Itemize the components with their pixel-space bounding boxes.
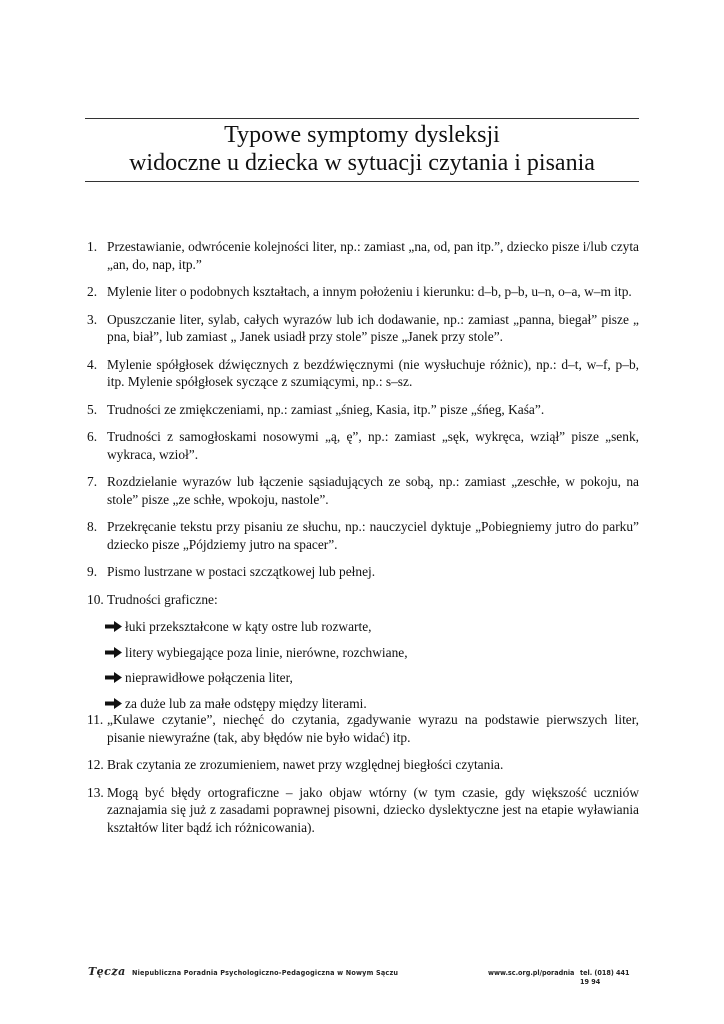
item-number: 13. bbox=[87, 784, 104, 800]
website-text: www.sc.org.pl/poradnia bbox=[488, 968, 575, 977]
arrow-bullet-icon bbox=[105, 647, 122, 658]
item-text: Opuszczanie liter, sylab, całych wyrazów lub ich dodawanie, np.: zamiast „panna, biegał” pisze „ pna, biał”, lub zamiast „ Janek usiadł przy stole” pisze „Janek przy stole”. bbox=[107, 311, 639, 344]
item-text: Trudności ze zmiękczeniami, np.: zamiast „śnieg, Kasia, itp.” pisze „śńeg, Kaśa”. bbox=[107, 401, 545, 417]
item-number: 5. bbox=[87, 401, 98, 417]
list-item bbox=[87, 238, 639, 273]
list-item bbox=[87, 428, 639, 463]
item-text: Brak czytania ze zrozumieniem, nawet przy względnej biegłości czytania. bbox=[107, 757, 504, 772]
phone-text: tel. (018) 441 19 94 bbox=[580, 968, 630, 986]
list-item bbox=[87, 473, 639, 508]
sublist-item-text: za duże lub za małe odstępy między literami. bbox=[125, 695, 367, 711]
list-item bbox=[87, 591, 639, 609]
list-item bbox=[87, 518, 639, 553]
item-number: 6. bbox=[87, 429, 98, 444]
arrow-bullet-icon bbox=[105, 621, 122, 632]
sublist-item-text: litery wybiegające poza linie, nierówne, rozchwiane, bbox=[125, 644, 408, 660]
list-item bbox=[87, 784, 639, 837]
sublist-item bbox=[87, 618, 639, 636]
sublist-item bbox=[87, 695, 639, 713]
sublist-item bbox=[87, 644, 639, 662]
institution-name: Niepubliczna Poradnia Psychologiczno-Pedagogiczna w Nowym Sączu bbox=[132, 968, 399, 977]
symptom-list-continued bbox=[87, 711, 639, 846]
list-item bbox=[87, 311, 639, 346]
list-item bbox=[87, 563, 639, 581]
item-text: Mylenie liter o podobnych kształtach, a innym położeniu i kierunku: d–b, p–b, u–n, o–a, w–m itp. bbox=[107, 284, 632, 299]
list-item bbox=[87, 283, 639, 301]
item-number: 8. bbox=[87, 519, 98, 534]
item-number: 10. bbox=[87, 591, 104, 607]
symptom-list bbox=[87, 238, 639, 720]
item-text: Trudności graficzne: bbox=[107, 591, 218, 607]
title-line-1: Typowe symptomy dysleksji bbox=[224, 122, 500, 148]
arrow-bullet-icon bbox=[105, 698, 122, 709]
sublist-item bbox=[87, 669, 639, 687]
item-number: 11. bbox=[87, 712, 104, 727]
item-number: 1. bbox=[87, 239, 98, 254]
item-number: 7. bbox=[87, 474, 98, 489]
list-item bbox=[87, 756, 639, 774]
list-item bbox=[87, 356, 639, 391]
sublist-item-text: łuki przekształcone w kąty ostre lub rozwarte, bbox=[125, 619, 372, 634]
item-number: 4. bbox=[87, 356, 98, 372]
list-item bbox=[87, 401, 639, 419]
title-line-2: widoczne u dziecka w sytuacji czytania i pisania bbox=[129, 150, 595, 176]
logo: Tęcza bbox=[88, 965, 126, 978]
item-text: Pismo lustrzane w postaci szczątkowej lub pełnej. bbox=[107, 564, 376, 579]
sublist-item-text: nieprawidłowe połączenia liter, bbox=[125, 670, 293, 685]
title-block bbox=[85, 118, 639, 182]
item-text: Przekręcanie tekstu przy pisaniu ze słuchu, np.: nauczyciel dyktuje „Pobiegniemy jutro do parku” dziecko pisze „Pójdziemy jutro na spacer”. bbox=[107, 519, 639, 552]
item-number: 2. bbox=[87, 284, 98, 299]
item-text: Przestawianie, odwrócenie kolejności liter, np.: zamiast „na, od, pan itp.”, dziecko pisze i/lub czyta „an, do, nap, itp.” bbox=[107, 239, 639, 272]
page-footer bbox=[88, 965, 640, 986]
item-number: 12. bbox=[87, 757, 104, 772]
item-text: Mogą być błędy ortograficzne – jako objaw wtórny (w tym czasie, gdy większość uczniów zaznajamia się już z zasadami poprawnej pisowni, dziecko dyslektyczne jest na etapie wyławiania kształtów liter bądź ich różnicowania). bbox=[107, 784, 639, 835]
item-number: 9. bbox=[87, 564, 98, 579]
item-text: Mylenie spółgłosek dźwięcznych z bezdźwięcznymi (nie wysłuchuje różnic), np.: d–t, w–f, p–b, itp. Mylenie spółgłosek syczące z szumiącymi, np.: s–sz. bbox=[107, 356, 639, 389]
arrow-bullet-icon bbox=[105, 672, 122, 683]
item-text: Trudności z samogłoskami nosowymi „ą, ę”, np.: zamiast „sęk, wykręca, wziął” pisze „senk, wykraca, wzioł”. bbox=[107, 429, 639, 462]
graphic-difficulties-sublist bbox=[87, 618, 639, 712]
item-text: „Kulawe czytanie”, niechęć do czytania, zgadywanie wyrazu na podstawie pierwszych liter, pisanie niewyraźne (tak, aby błędów nie było widać) itp. bbox=[107, 712, 639, 745]
item-number: 3. bbox=[87, 311, 98, 327]
list-item bbox=[87, 711, 639, 746]
item-text: Rozdzielanie wyrazów lub łączenie sąsiadujących ze sobą, np.: zamiast „zeschłe, w pokoju, na stole” pisze „ze schłe, wpokoju, nastole”. bbox=[107, 474, 639, 507]
